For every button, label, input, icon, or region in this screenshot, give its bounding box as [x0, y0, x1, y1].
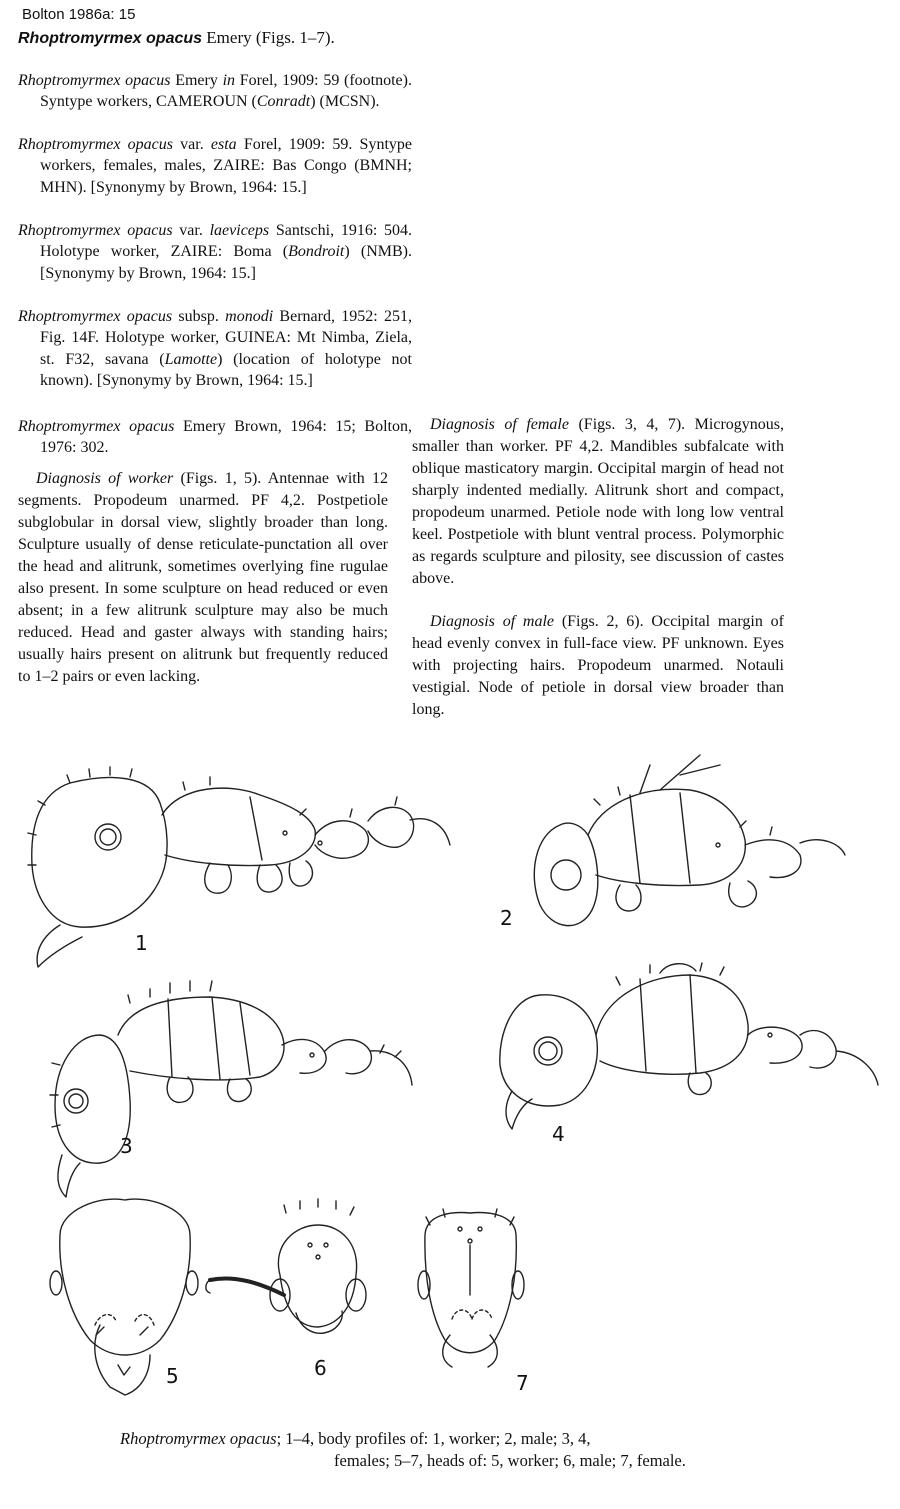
worker-diagnosis: Diagnosis of worker (Figs. 1, 5). Antennae with 12 segments. Propodeum unarmed. PF 4,2. Postpetiole subglobular in dorsal view, slightly broader than long. Sculpture usually of dense reticulate-punctation all over the head and alitrunk, sometimes overlying fine rugulae also present. In some sculpture on head reduced or even absent; in a few alitrunk sculpture may also be much reduced. Head and gaster always with standing hairs; usually hairs present on alitrunk but frequently reduced to 1–2 pairs or even lacking. — [18, 470, 389, 685]
source-citation: Bolton 1986a: 15 — [22, 6, 136, 23]
figure-number-4: 4 — [552, 1122, 565, 1146]
figure-caption: Rhoptromyrmex opacus; 1–4, body profiles of: 1, worker; 2, male; 3, 4, females; 5–7, heads of: 5, worker; 6, male; 7, female. — [120, 1429, 686, 1470]
synonymy-entry: Rhoptromyrmex opacus var. esta Forel, 1909: 59. Syntype workers, females, males, ZAIRE: Bas Congo (BMNH; MHN). [Synonymy by Brown, 1964: 15.] — [18, 136, 413, 196]
figure-6-male-head — [206, 1199, 366, 1333]
figure-4-female-profile — [500, 963, 878, 1129]
figure-plate — [0, 735, 900, 1415]
female-diagnosis: Diagnosis of female (Figs. 3, 4, 7). Microgynous, smaller than worker. PF 4,2. Mandibles subfalcate with oblique masticatory margin. Occipital margin of head not sharply indented medially. Alitrunk short and compact, propodeum unarmed. Petiole node with long low ventral keel. Postpetiole with blunt ventral process. Polymorphic as regards sculpture and pilosity, see discussion of castes above. — [412, 416, 784, 587]
figure-number-6: 6 — [314, 1356, 327, 1380]
figure-number-5: 5 — [166, 1364, 179, 1388]
synonymy-entry: Rhoptromyrmex opacus Emery Brown, 1964: 15; Bolton, 1976: 302. — [18, 418, 412, 457]
figure-3-female-profile — [50, 981, 412, 1197]
figure-number-7: 7 — [516, 1371, 529, 1395]
figure-7-female-head — [418, 1209, 524, 1367]
figure-2-male-profile — [534, 755, 845, 926]
figure-number-1: 1 — [135, 931, 148, 955]
male-diagnosis: Diagnosis of male (Figs. 2, 6). Occipital margin of head evenly convex in full-face view. PF unknown. Eyes with projecting hairs. Propodeum unarmed. Notauli vestigial. Node of petiole in dorsal view broader than long. — [412, 613, 784, 718]
synonymy-entry: Rhoptromyrmex opacus Emery in Forel, 1909: 59 (footnote). Syntype workers, CAMEROUN (Conradt) (MCSN). — [18, 72, 412, 111]
figure-number-2: 2 — [500, 906, 513, 930]
heading-rest: Emery (Figs. 1–7). — [202, 28, 335, 47]
heading-taxon: Rhoptromyrmex opacus — [18, 30, 203, 47]
species-heading — [18, 28, 335, 48]
synonymy-entry: Rhoptromyrmex opacus var. laeviceps Santschi, 1916: 504. Holotype worker, ZAIRE: Boma (Bondroit) (NMB). [Synonymy by Brown, 1964: 15.] — [18, 222, 413, 282]
figure-number-3: 3 — [120, 1134, 133, 1158]
figure-1-worker-profile — [28, 767, 450, 967]
synonymy-entry: Rhoptromyrmex opacus subsp. monodi Bernard, 1952: 251, Fig. 14F. Holotype worker, GUINEA: Mt Nimba, Ziela, st. F32, savana (Lamotte) (location of holotype not known). [Synonymy by Brown, 1964: 15.] — [18, 308, 412, 390]
